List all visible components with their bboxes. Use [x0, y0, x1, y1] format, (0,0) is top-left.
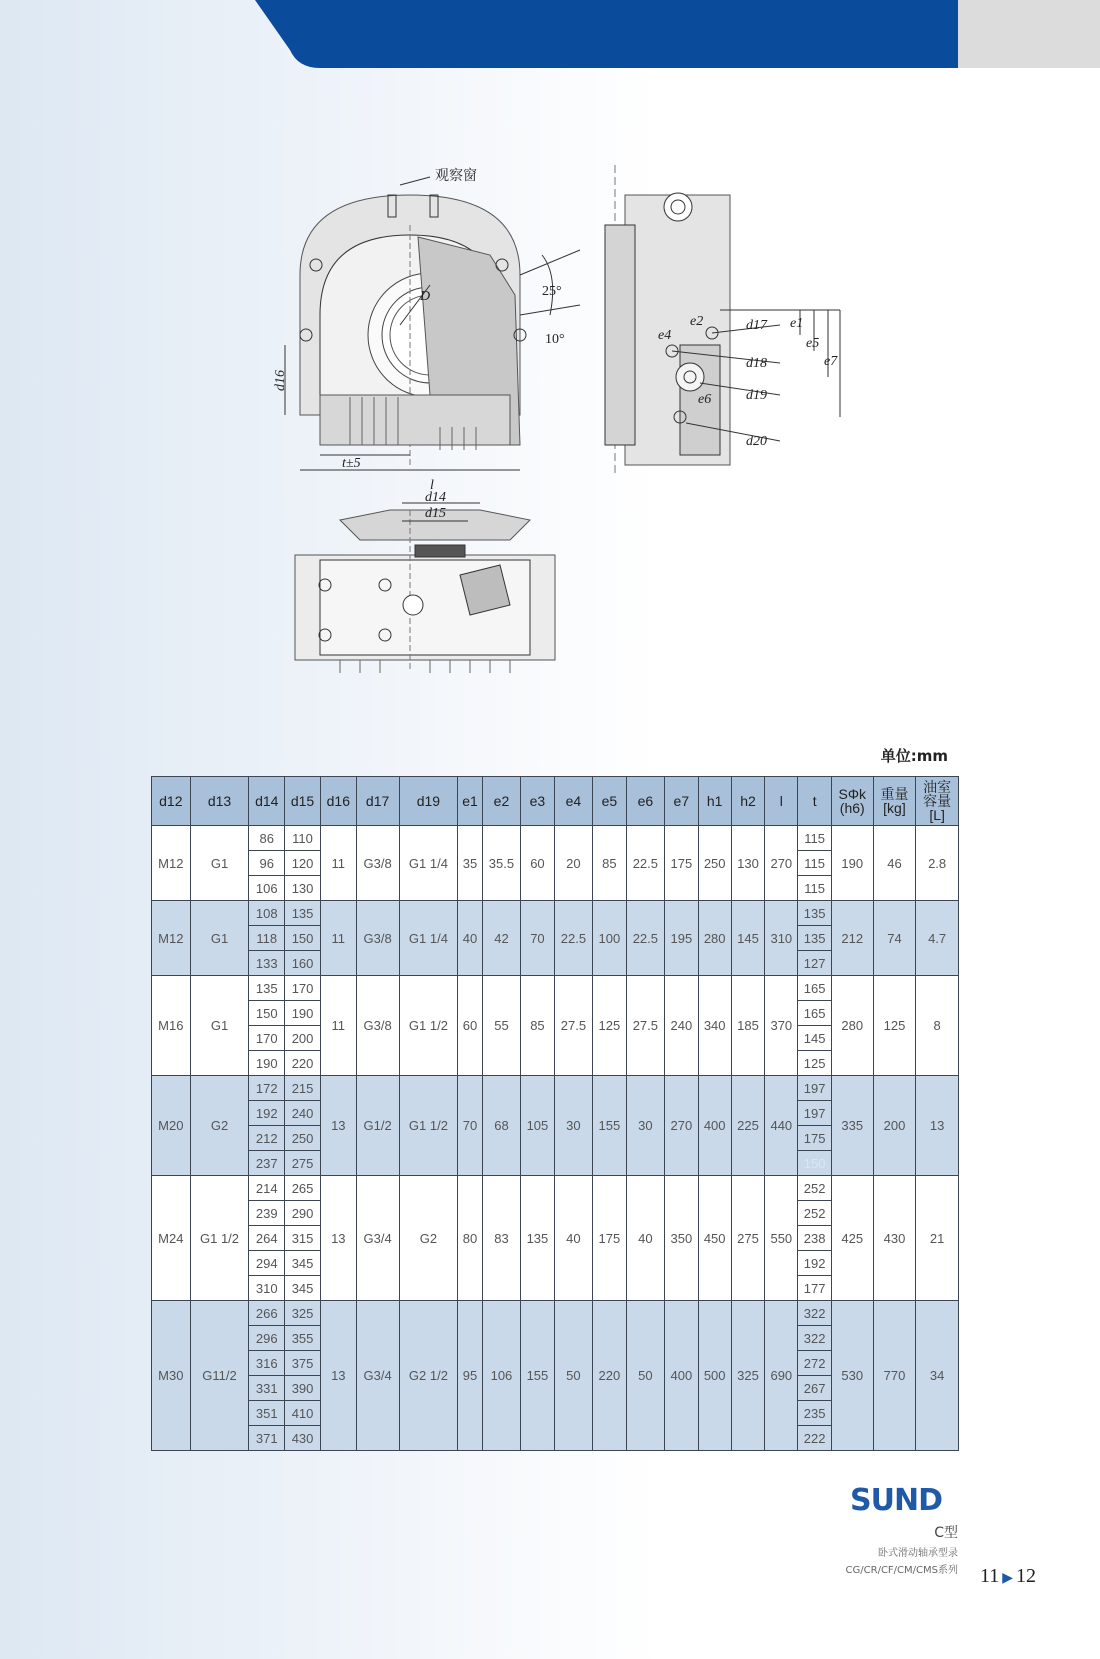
cell-d14: 214 [249, 1176, 285, 1201]
d15-label: d15 [425, 506, 446, 521]
cell-d16: 13 [320, 1301, 356, 1451]
cell-h2: 185 [731, 976, 764, 1076]
e6-label: e6 [698, 392, 712, 407]
cell-e1: 35 [458, 826, 482, 901]
cell-sk: 280 [831, 976, 873, 1076]
d16-label: d16 [273, 370, 288, 391]
col-oil-line3: [L] [929, 807, 945, 823]
cell-e6: 22.5 [626, 901, 665, 976]
spec-table-body [152, 826, 959, 1451]
e1-label: e1 [790, 316, 804, 331]
table-row [152, 976, 959, 1001]
cell-t: 322 [798, 1301, 831, 1326]
l-label: l [430, 478, 434, 493]
col-oil [916, 777, 959, 826]
cell-t: 272 [798, 1351, 831, 1376]
cell-d14: 118 [249, 926, 285, 951]
cell-d14: 296 [249, 1326, 285, 1351]
e2-label: e2 [690, 314, 704, 329]
cell-e4: 20 [554, 826, 593, 901]
col-d16: d16 [320, 777, 356, 826]
d17-label: d17 [746, 318, 767, 333]
e4-label: e4 [658, 328, 672, 343]
cell-e6: 50 [626, 1301, 665, 1451]
cell-d14: 371 [249, 1426, 285, 1451]
cell-t: 267 [798, 1376, 831, 1401]
cell-e6: 30 [626, 1076, 665, 1176]
table-row [152, 826, 959, 851]
cell-l: 690 [765, 1301, 798, 1451]
cell-d15: 190 [285, 1001, 321, 1026]
cell-e4: 30 [554, 1076, 593, 1176]
cell-t: 150 [798, 1151, 831, 1176]
cell-d15: 130 [285, 876, 321, 901]
cell-t: 235 [798, 1401, 831, 1426]
d-label: D [420, 289, 431, 304]
cell-d13: G1 [190, 901, 249, 976]
cell-t: 252 [798, 1201, 831, 1226]
d20-label: d20 [746, 434, 767, 449]
cell-d12: M12 [152, 826, 191, 901]
cell-t: 197 [798, 1076, 831, 1101]
cell-kg: 46 [873, 826, 916, 901]
cell-d14: 237 [249, 1151, 285, 1176]
cell-d15: 375 [285, 1351, 321, 1376]
col-e4: e4 [554, 777, 593, 826]
sund-logo [850, 1483, 960, 1518]
col-d19: d19 [399, 777, 458, 826]
cell-t: 145 [798, 1026, 831, 1051]
cell-oil: 34 [916, 1301, 959, 1451]
cell-oil: 2.8 [916, 826, 959, 901]
cell-t: 322 [798, 1326, 831, 1351]
table-header-row [152, 777, 959, 826]
cell-h2: 275 [731, 1176, 764, 1301]
cell-d17: G3/4 [356, 1301, 399, 1451]
page-right: 12 [1016, 1565, 1037, 1587]
col-sk-line2: (h6) [839, 800, 865, 816]
col-weight-line1: 重量 [880, 786, 909, 802]
cell-l: 550 [765, 1176, 798, 1301]
logo-text: SUND [850, 1483, 942, 1518]
cell-d17: G1/2 [356, 1076, 399, 1176]
cell-e3: 60 [521, 826, 554, 901]
cell-e4: 50 [554, 1301, 593, 1451]
cell-d12: M12 [152, 901, 191, 976]
col-e5: e5 [593, 777, 626, 826]
cell-d15: 315 [285, 1226, 321, 1251]
angle-25-label: 25° [542, 284, 562, 299]
cell-d15: 215 [285, 1076, 321, 1101]
side-view [605, 165, 840, 475]
cell-e2: 35.5 [482, 826, 521, 901]
cell-e1: 70 [458, 1076, 482, 1176]
cell-e3: 135 [521, 1176, 554, 1301]
cell-kg: 74 [873, 901, 916, 976]
col-weight-line2: [kg] [883, 800, 906, 816]
cell-e7: 350 [665, 1176, 698, 1301]
cell-d15: 345 [285, 1251, 321, 1276]
cell-e7: 195 [665, 901, 698, 976]
cell-d15: 390 [285, 1376, 321, 1401]
cell-e3: 155 [521, 1301, 554, 1451]
cell-d16: 11 [320, 826, 356, 901]
cell-d15: 410 [285, 1401, 321, 1426]
cell-e2: 106 [482, 1301, 521, 1451]
cell-d14: 96 [249, 851, 285, 876]
model-label: C型 [934, 1525, 958, 1541]
col-l: l [765, 777, 798, 826]
cell-oil: 8 [916, 976, 959, 1076]
col-e7: e7 [665, 777, 698, 826]
cell-t: 125 [798, 1051, 831, 1076]
cell-e3: 105 [521, 1076, 554, 1176]
cell-kg: 430 [873, 1176, 916, 1301]
cell-t: 197 [798, 1101, 831, 1126]
col-h1: h1 [698, 777, 731, 826]
d14-label: d14 [425, 490, 446, 505]
cell-d15: 345 [285, 1276, 321, 1301]
cell-d13: G1 1/2 [190, 1176, 249, 1301]
cell-e4: 22.5 [554, 901, 593, 976]
e5-label: e5 [806, 336, 820, 351]
section-view [295, 503, 555, 673]
cell-e2: 83 [482, 1176, 521, 1301]
cell-sk: 425 [831, 1176, 873, 1301]
cell-d14: 190 [249, 1051, 285, 1076]
cell-kg: 125 [873, 976, 916, 1076]
cell-d13: G2 [190, 1076, 249, 1176]
cell-e2: 68 [482, 1076, 521, 1176]
cell-e1: 80 [458, 1176, 482, 1301]
cell-sk: 335 [831, 1076, 873, 1176]
cell-d14: 316 [249, 1351, 285, 1376]
col-d12: d12 [152, 777, 191, 826]
cell-kg: 770 [873, 1301, 916, 1451]
col-e3: e3 [521, 777, 554, 826]
cell-t: 175 [798, 1126, 831, 1151]
page-numbers [980, 1565, 1036, 1588]
cell-d15: 150 [285, 926, 321, 951]
cell-t: 165 [798, 976, 831, 1001]
cell-d19: G1 1/4 [399, 826, 458, 901]
cell-d19: G1 1/2 [399, 1076, 458, 1176]
cell-e1: 60 [458, 976, 482, 1076]
col-e6: e6 [626, 777, 665, 826]
cell-l: 370 [765, 976, 798, 1076]
cell-h1: 400 [698, 1076, 731, 1176]
cell-d15: 200 [285, 1026, 321, 1051]
cell-h1: 450 [698, 1176, 731, 1301]
cell-e7: 400 [665, 1301, 698, 1451]
cell-d14: 294 [249, 1251, 285, 1276]
col-oil-line2: 容量 [923, 793, 952, 809]
col-sk [831, 777, 873, 826]
col-sk-line1: SΦk [838, 786, 866, 802]
cell-e7: 240 [665, 976, 698, 1076]
catalog-subtitle: 卧式滑动轴承型录 [878, 1548, 958, 1559]
cell-sk: 212 [831, 901, 873, 976]
d19-label: d19 [746, 388, 767, 403]
cell-sk: 530 [831, 1301, 873, 1451]
window-label: 观察窗 [435, 169, 477, 184]
page-arrow-icon: ▶ [1002, 1571, 1014, 1586]
cell-e4: 40 [554, 1176, 593, 1301]
page-left: 11 [980, 1565, 1000, 1587]
cell-oil: 21 [916, 1176, 959, 1301]
cell-t: 115 [798, 826, 831, 851]
cell-oil: 4.7 [916, 901, 959, 976]
t-label: t±5 [342, 456, 361, 471]
cell-e5: 175 [593, 1176, 626, 1301]
cell-e2: 42 [482, 901, 521, 976]
cell-e7: 175 [665, 826, 698, 901]
cell-t: 135 [798, 926, 831, 951]
cell-e4: 27.5 [554, 976, 593, 1076]
col-weight [873, 777, 916, 826]
cell-d12: M16 [152, 976, 191, 1076]
cell-t: 115 [798, 876, 831, 901]
cell-e1: 95 [458, 1301, 482, 1451]
col-t: t [798, 777, 831, 826]
cell-l: 270 [765, 826, 798, 901]
table-row [152, 1176, 959, 1201]
cell-t: 222 [798, 1426, 831, 1451]
cell-d19: G1 1/2 [399, 976, 458, 1076]
cell-d15: 120 [285, 851, 321, 876]
cell-l: 440 [765, 1076, 798, 1176]
table-row [152, 901, 959, 926]
cell-e3: 85 [521, 976, 554, 1076]
cell-d15: 275 [285, 1151, 321, 1176]
cell-sk: 190 [831, 826, 873, 901]
cell-d13: G11/2 [190, 1301, 249, 1451]
cell-t: 238 [798, 1226, 831, 1251]
cell-d14: 170 [249, 1026, 285, 1051]
col-oil-line1: 油室 [923, 779, 952, 795]
spec-table [151, 776, 959, 1451]
cell-d14: 135 [249, 976, 285, 1001]
cell-d15: 135 [285, 901, 321, 926]
cell-d15: 325 [285, 1301, 321, 1326]
cell-h1: 340 [698, 976, 731, 1076]
cell-d14: 212 [249, 1126, 285, 1151]
cell-d15: 170 [285, 976, 321, 1001]
cell-e2: 55 [482, 976, 521, 1076]
cell-d13: G1 [190, 826, 249, 901]
bearing-technical-drawing [273, 165, 900, 725]
cell-d14: 192 [249, 1101, 285, 1126]
cell-d14: 108 [249, 901, 285, 926]
cell-d15: 160 [285, 951, 321, 976]
cell-e5: 220 [593, 1301, 626, 1451]
col-d13: d13 [190, 777, 249, 826]
cell-e6: 22.5 [626, 826, 665, 901]
cell-e7: 270 [665, 1076, 698, 1176]
cell-oil: 13 [916, 1076, 959, 1176]
cell-d15: 110 [285, 826, 321, 851]
cell-h1: 500 [698, 1301, 731, 1451]
cell-t: 192 [798, 1251, 831, 1276]
cell-e5: 155 [593, 1076, 626, 1176]
cell-d12: M30 [152, 1301, 191, 1451]
col-e2: e2 [482, 777, 521, 826]
cell-d12: M24 [152, 1176, 191, 1301]
cell-d19: G2 1/2 [399, 1301, 458, 1451]
cell-l: 310 [765, 901, 798, 976]
cell-d15: 355 [285, 1326, 321, 1351]
cell-d14: 239 [249, 1201, 285, 1226]
cell-d15: 240 [285, 1101, 321, 1126]
cell-h2: 325 [731, 1301, 764, 1451]
cell-d14: 266 [249, 1301, 285, 1326]
cell-e1: 40 [458, 901, 482, 976]
cell-d19: G2 [399, 1176, 458, 1301]
cell-t: 165 [798, 1001, 831, 1026]
cell-h2: 225 [731, 1076, 764, 1176]
cell-d15: 430 [285, 1426, 321, 1451]
cell-t: 127 [798, 951, 831, 976]
cell-h1: 250 [698, 826, 731, 901]
cell-d15: 220 [285, 1051, 321, 1076]
cell-d13: G1 [190, 976, 249, 1076]
col-d15: d15 [285, 777, 321, 826]
cell-h2: 145 [731, 901, 764, 976]
cell-kg: 200 [873, 1076, 916, 1176]
angle-10-label: 10° [545, 332, 565, 347]
front-view [285, 177, 580, 470]
cell-d14: 331 [249, 1376, 285, 1401]
cell-d16: 13 [320, 1176, 356, 1301]
e7-label: e7 [824, 354, 838, 369]
cell-d16: 13 [320, 1076, 356, 1176]
cell-t: 252 [798, 1176, 831, 1201]
cell-d15: 265 [285, 1176, 321, 1201]
col-h2: h2 [731, 777, 764, 826]
cell-e5: 100 [593, 901, 626, 976]
cell-d14: 150 [249, 1001, 285, 1026]
cell-d17: G3/8 [356, 901, 399, 976]
cell-h2: 130 [731, 826, 764, 901]
col-d17: d17 [356, 777, 399, 826]
cell-d19: G1 1/4 [399, 901, 458, 976]
cell-e5: 85 [593, 826, 626, 901]
cell-d17: G3/4 [356, 1176, 399, 1301]
cell-e5: 125 [593, 976, 626, 1076]
d18-label: d18 [746, 356, 767, 371]
cell-e6: 27.5 [626, 976, 665, 1076]
series-label: CG/CR/CF/CM/CMS系列 [845, 1565, 958, 1576]
col-d14: d14 [249, 777, 285, 826]
unit-label: 单位:mm [880, 747, 948, 765]
cell-d17: G3/8 [356, 826, 399, 901]
cell-d12: M20 [152, 1076, 191, 1176]
cell-t: 135 [798, 901, 831, 926]
cell-d15: 250 [285, 1126, 321, 1151]
cell-d14: 351 [249, 1401, 285, 1426]
cell-d16: 11 [320, 901, 356, 976]
cell-d14: 172 [249, 1076, 285, 1101]
cell-d14: 310 [249, 1276, 285, 1301]
cell-d14: 86 [249, 826, 285, 851]
top-header-band [0, 0, 1100, 68]
cell-d15: 290 [285, 1201, 321, 1226]
cell-d14: 106 [249, 876, 285, 901]
cell-e3: 70 [521, 901, 554, 976]
cell-d16: 11 [320, 976, 356, 1076]
table-row [152, 1076, 959, 1101]
col-e1: e1 [458, 777, 482, 826]
cell-d14: 133 [249, 951, 285, 976]
cell-h1: 280 [698, 901, 731, 976]
cell-e6: 40 [626, 1176, 665, 1301]
table-row [152, 1301, 959, 1326]
cell-t: 115 [798, 851, 831, 876]
cell-d14: 264 [249, 1226, 285, 1251]
cell-t: 177 [798, 1276, 831, 1301]
cell-d17: G3/8 [356, 976, 399, 1076]
